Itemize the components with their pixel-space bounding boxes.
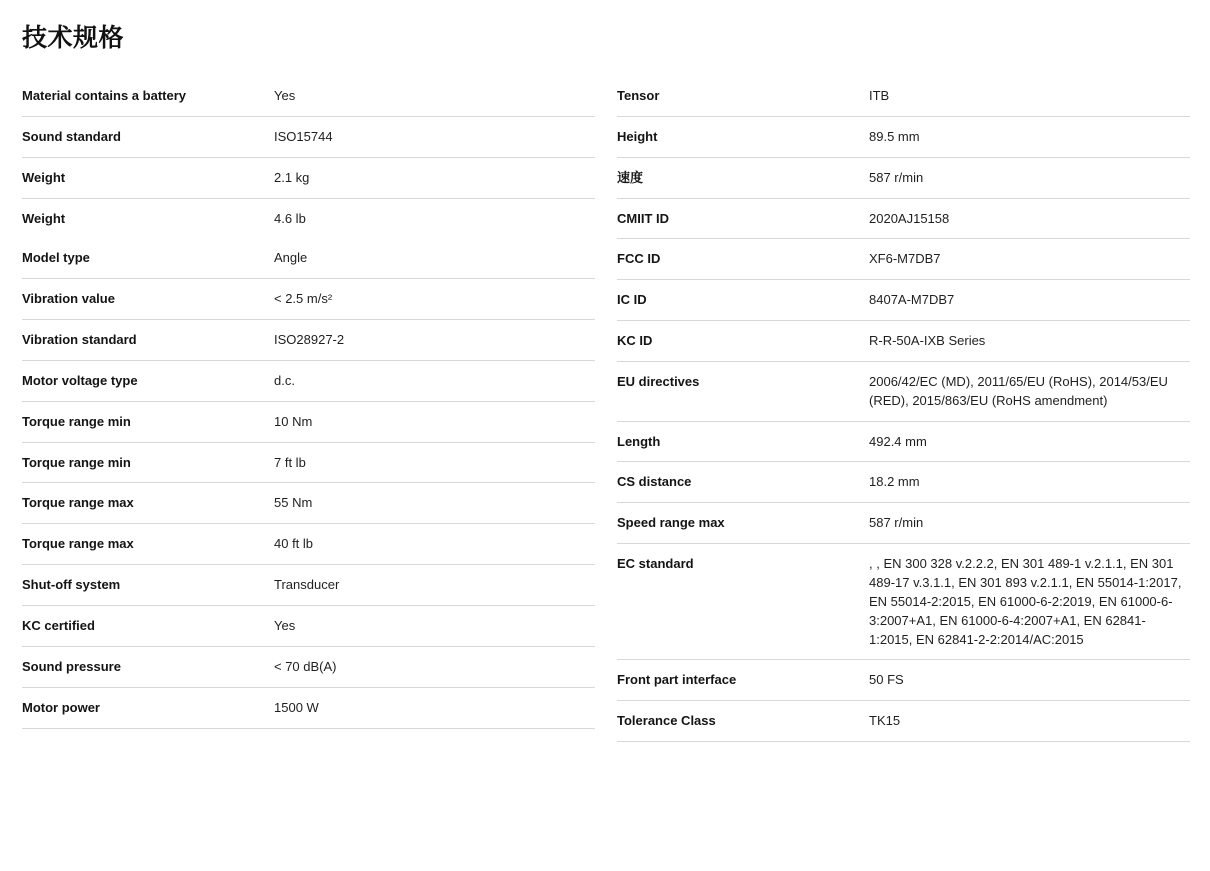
spec-value: , , EN 300 328 v.2.2.2, EN 301 489-1 v.2.1.1, EN 301 489-17 v.3.1.1, EN 301 893 v.2.1.1, EN 55014-1:2017, EN 55014-2:2015, EN 61000-6-2:2019, EN 61000-6-3:2007+A1, EN 61000-6-4:2007+A1, EN 62841-1:2015, EN 62841-2-2:2014/AC:2015: [869, 556, 1182, 647]
spec-label: KC ID: [617, 333, 653, 349]
spec-value: XF6-M7DB7: [869, 251, 941, 267]
spec-value: Yes: [274, 88, 296, 103]
spec-label: Speed range max: [617, 515, 725, 531]
spec-label: Torque range max: [22, 495, 134, 511]
spec-label: Tolerance Class: [617, 713, 716, 729]
spec-value: Transducer: [274, 577, 340, 593]
table-row: [617, 422, 1190, 463]
spec-label: Tensor: [617, 88, 660, 103]
table-row: [22, 483, 595, 524]
spec-value: 4.6 lb: [274, 210, 306, 226]
spec-value: 2006/42/EC (MD), 2011/65/EU (RoHS), 2014/53/EU (RED), 2015/863/EU (RoHS amendment): [869, 373, 1168, 408]
table-row: [617, 76, 1190, 117]
spec-value: ISO15744: [274, 128, 333, 144]
table-row: [22, 158, 595, 199]
spec-column-right: [617, 76, 1190, 742]
table-row: [22, 117, 595, 158]
spec-value: < 70 dB(A): [274, 658, 337, 674]
spec-value: 10 Nm: [274, 413, 313, 429]
spec-columns: [22, 76, 1188, 742]
spec-column-left: [22, 76, 595, 729]
table-row: [617, 117, 1190, 158]
table-row: [617, 362, 1190, 422]
spec-label: IC ID: [617, 292, 647, 308]
spec-label: Torque range max: [22, 536, 134, 552]
spec-label: EC standard: [617, 556, 694, 572]
table-row: [617, 199, 1190, 240]
spec-label: CS distance: [617, 474, 692, 490]
table-row: [617, 544, 1190, 660]
spec-value: TK15: [869, 713, 901, 729]
spec-label: CMIIT ID: [617, 210, 669, 226]
spec-value: Yes: [274, 617, 296, 633]
spec-value: 40 ft lb: [274, 536, 314, 552]
spec-label: Torque range min: [22, 454, 131, 470]
spec-label: Weight: [22, 210, 66, 226]
table-row: [617, 701, 1190, 742]
spec-value: 89.5 mm: [869, 128, 920, 144]
spec-label: FCC ID: [617, 251, 661, 267]
spec-value: 55 Nm: [274, 495, 313, 511]
spec-label: Front part interface: [617, 672, 737, 688]
spec-label: Motor power: [22, 699, 100, 715]
table-row: [617, 462, 1190, 503]
table-row: [617, 503, 1190, 544]
spec-value: 50 FS: [869, 672, 904, 688]
spec-label: Sound standard: [22, 128, 121, 144]
table-row: [617, 660, 1190, 701]
table-row: [22, 647, 595, 688]
page-title: 技术规格: [22, 24, 125, 52]
spec-value: 587 r/min: [869, 169, 924, 185]
spec-label: Height: [617, 128, 658, 144]
spec-value: 7 ft lb: [274, 454, 306, 470]
spec-value: Angle: [274, 250, 308, 266]
spec-label: Torque range min: [22, 413, 131, 429]
table-row: [22, 279, 595, 320]
spec-label: Motor voltage type: [22, 372, 138, 388]
spec-label: Length: [617, 433, 661, 449]
spec-label: 速度: [617, 169, 644, 185]
spec-value: R-R-50A-IXB Series: [869, 333, 986, 349]
table-row: [22, 320, 595, 361]
spec-value: < 2.5 m/s²: [274, 291, 333, 307]
spec-value: 18.2 mm: [869, 474, 920, 490]
spec-label: Vibration value: [22, 291, 115, 307]
spec-value: 8407A-M7DB7: [869, 292, 955, 308]
spec-value: d.c.: [274, 372, 295, 388]
spec-label: Model type: [22, 250, 90, 266]
spec-label: Material contains a battery: [22, 88, 186, 103]
spec-value: ITB: [869, 88, 890, 103]
table-row: [617, 321, 1190, 362]
spec-value: 587 r/min: [869, 515, 924, 531]
table-row: [22, 524, 595, 565]
spec-value: 492.4 mm: [869, 433, 927, 449]
spec-label: EU directives: [617, 373, 700, 389]
spec-value: 2.1 kg: [274, 169, 310, 185]
table-row: [22, 565, 595, 606]
table-row: [22, 402, 595, 443]
table-row: [22, 688, 595, 729]
table-row: [617, 239, 1190, 280]
spec-value: ISO28927-2: [274, 332, 345, 348]
spec-label: Sound pressure: [22, 658, 121, 674]
table-row: [22, 443, 595, 484]
table-row: [617, 280, 1190, 321]
table-row: [22, 238, 595, 279]
spec-label: Shut-off system: [22, 577, 121, 593]
table-row: [22, 76, 595, 117]
table-row: [22, 606, 595, 647]
table-row: [22, 361, 595, 402]
spec-label: KC certified: [22, 617, 95, 633]
table-row: [22, 199, 595, 239]
spec-value: 2020AJ15158: [869, 210, 950, 226]
table-row: [617, 158, 1190, 199]
spec-label: Weight: [22, 169, 66, 185]
spec-label: Vibration standard: [22, 332, 137, 348]
spec-value: 1500 W: [274, 699, 319, 715]
